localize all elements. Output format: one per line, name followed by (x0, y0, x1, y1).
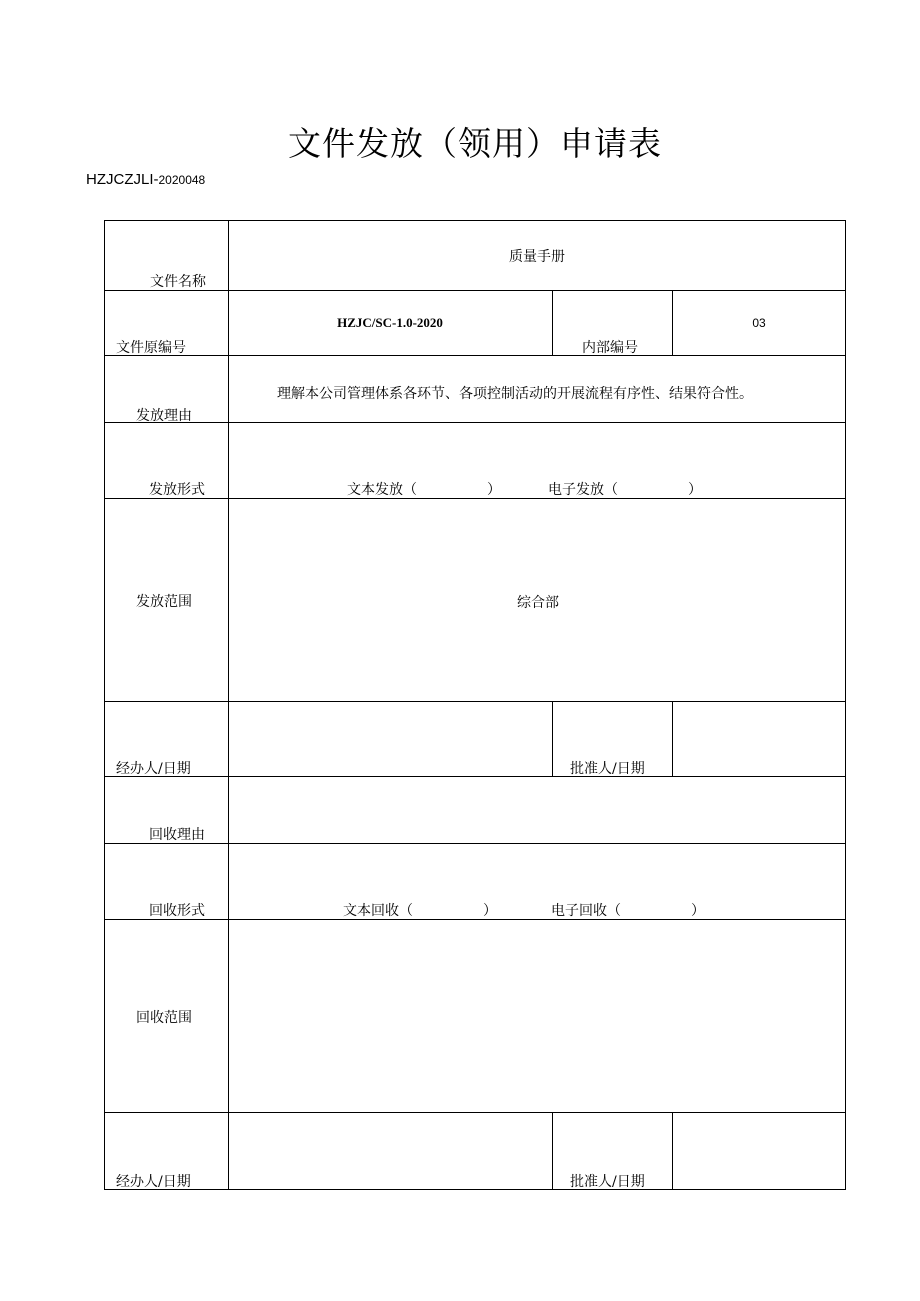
document-number-prefix: HZJCZJLI- (86, 171, 159, 188)
issue-reason-label: 发放理由 (136, 408, 192, 424)
file-name-value: 质量手册 (509, 249, 565, 265)
grid-line (228, 221, 229, 1189)
issue-text-option: 文本发放（ ） (347, 482, 501, 498)
document-number-digits: 2020048 (158, 173, 206, 187)
internal-number-value: 03 (752, 316, 766, 330)
original-number-value: HZJC/SC-1.0-2020 (337, 315, 443, 330)
recall-form-label: 回收形式 (149, 903, 205, 919)
recall-text-option: 文本回收（ ） (343, 903, 497, 919)
grid-line (672, 701, 673, 776)
application-form (104, 220, 846, 1190)
recall-reason-label: 回收理由 (149, 827, 205, 843)
file-name-label: 文件名称 (150, 274, 206, 290)
grid-line (105, 776, 845, 777)
grid-line (105, 1112, 845, 1113)
grid-line (105, 422, 845, 423)
grid-line (672, 290, 673, 355)
approver-date-label: 批准人/日期 (570, 761, 645, 777)
page-title: 文件发放（领用）申请表 (288, 124, 662, 163)
handler-date-label: 经办人/日期 (116, 761, 191, 777)
recall-electronic-option: 电子回收（ ） (551, 903, 705, 919)
document-number (86, 171, 205, 188)
grid-line (552, 701, 553, 776)
issue-electronic-option: 电子发放（ ） (548, 482, 702, 498)
approver-date-label: 批准人/日期 (570, 1174, 645, 1190)
grid-line (552, 290, 553, 355)
issue-form-label: 发放形式 (149, 482, 205, 498)
recall-scope-label: 回收范围 (136, 1010, 192, 1026)
original-number-label: 文件原编号 (116, 340, 186, 356)
grid-line (672, 1112, 673, 1189)
grid-line (105, 843, 845, 844)
grid-line (552, 1112, 553, 1189)
issue-scope-value: 综合部 (517, 595, 559, 611)
grid-line (105, 290, 845, 291)
internal-number-label: 内部编号 (582, 340, 638, 356)
grid-line (105, 701, 845, 702)
grid-line (105, 355, 845, 356)
issue-scope-label: 发放范围 (136, 594, 192, 610)
issue-reason-value: 理解本公司管理体系各环节、各项控制活动的开展流程有序性、结果符合性。 (277, 386, 753, 402)
handler-date-label: 经办人/日期 (116, 1174, 191, 1190)
